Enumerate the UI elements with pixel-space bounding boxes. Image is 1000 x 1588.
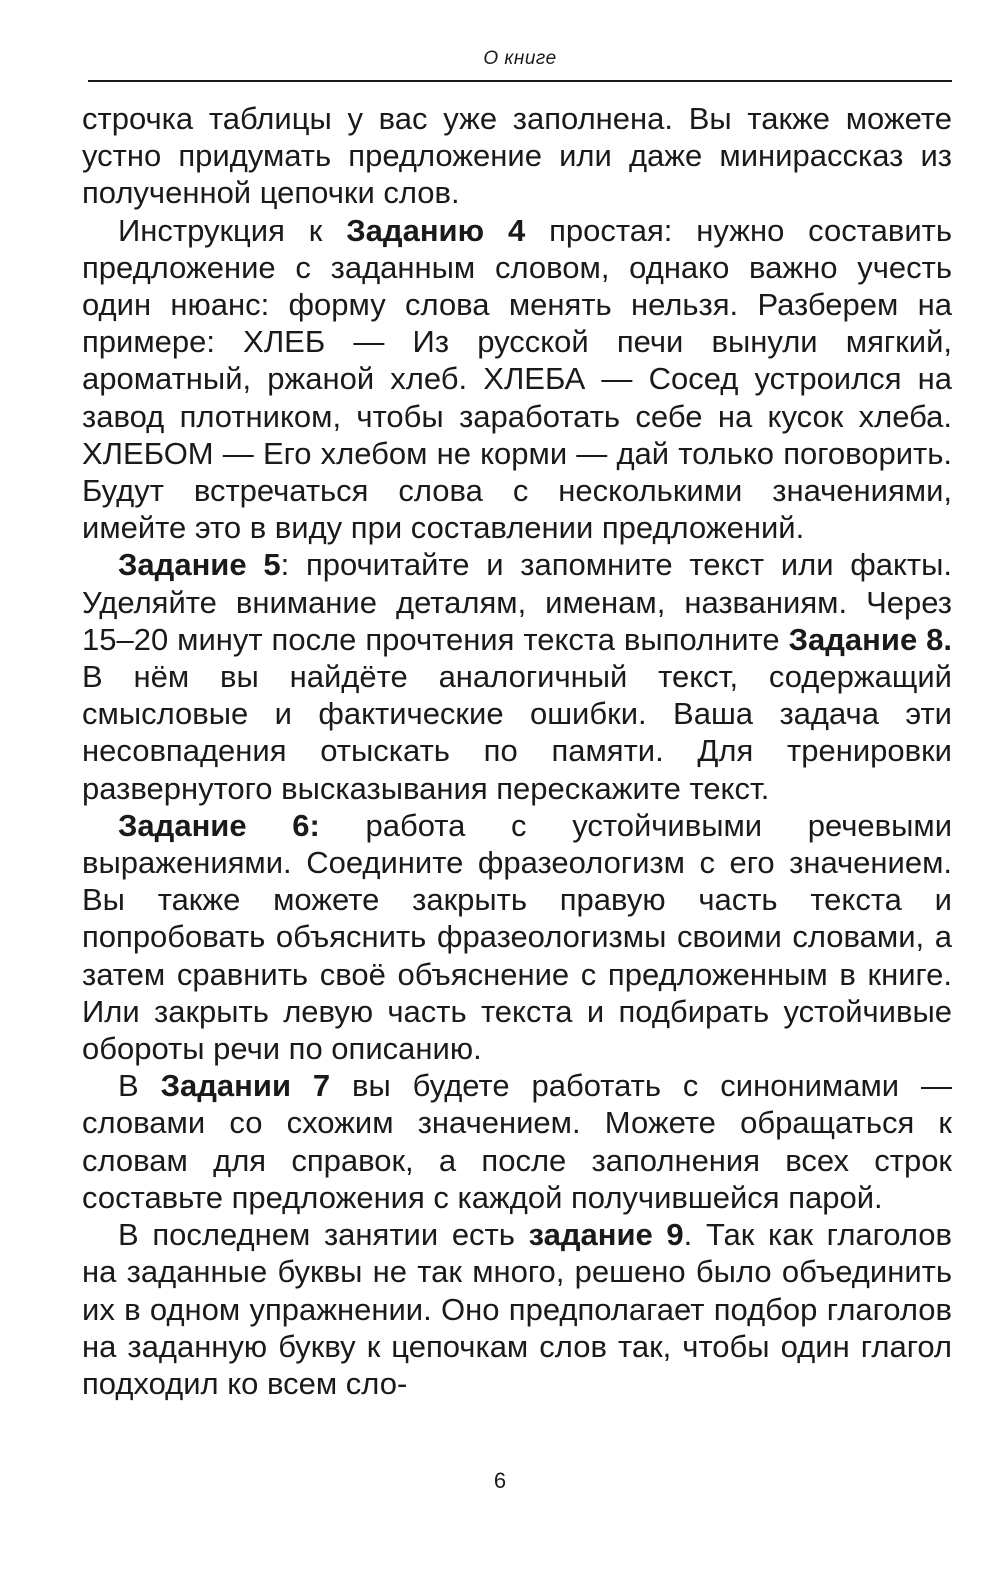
text-segment: простая: нужно составить предложение с заданным словом, однако важно учесть один нюанс: форму слова менять нельзя. Разберем на примере: ХЛЕБ — Из русской печи вынули мягкий, ароматный, ржаной хлеб. ХЛЕБА — Сосед устроился на завод плотником, чтобы заработать себе на кусок хлеба. ХЛЕБОМ — Его хлебом не корми — дай только поговорить. Будут встречаться слова с несколькими значениями, имейте это в виду при составлении предложений. — [82, 212, 952, 546]
text-segment: Инструкция к — [118, 212, 347, 248]
text-segment: вы будете работать с синонимами — словами со схожим значением. Можете обращаться к словам для справок, а после заполнения всех строк составьте предложения с каждой получившейся парой. — [82, 1068, 952, 1215]
task-8-label: Задание 8. — [788, 621, 952, 657]
text-segment: работа с устойчивыми речевыми выражениями. Соедините фразеологизм с его значением. Вы также можете закрыть правую часть текста и попробовать объяснить фразеологизмы своими словами, а затем сравнить своё объяснение с предложенным в книге. Или закрыть левую часть текста и подбирать устойчивые обороты речи по описанию. — [82, 807, 953, 1067]
header-rule — [88, 80, 952, 82]
task-9-label: задание 9 — [528, 1217, 684, 1253]
paragraph-task-4 — [82, 212, 952, 547]
running-header: О книге — [483, 48, 557, 69]
text-segment: строчка таблицы у вас уже заполнена. Вы также можете устно придумать предложение или даже минирассказ из полученной цепочки слов. — [82, 101, 952, 211]
paragraph-continuation — [82, 100, 952, 212]
page-number: 6 — [493, 1468, 507, 1493]
text-segment: В последнем занятии есть — [118, 1217, 529, 1253]
body-text — [82, 100, 952, 1402]
text-segment: В нём вы найдёте аналогичный текст, содержащий смысловые и фактические ошибки. Ваша задача эти несовпадения отыскать по памяти. Для тренировки развернутого высказывания перескажите текст. — [82, 659, 952, 806]
paragraph-task-6 — [82, 807, 952, 1067]
paragraph-task-9 — [82, 1216, 952, 1402]
task-5-label: Задание 5 — [118, 547, 281, 583]
text-segment: . Так как глаголов на заданные буквы не так много, решено было объединить их в одном упражнении. Оно предполагает подбор глаголов на заданную букву к цепочкам слов так, чтобы один глагол подходил ко всем сло- — [82, 1217, 952, 1401]
task-4-label: Заданию 4 — [346, 212, 526, 248]
text-segment: : прочитайте и запомните текст или факты. Уделяйте внимание деталям, именам, названиям. Через 15–20 минут после прочтения текста выполните — [82, 547, 952, 657]
text-segment: В — [118, 1068, 161, 1104]
paragraph-task-7 — [82, 1067, 952, 1216]
paragraph-task-5 — [82, 546, 952, 806]
task-6-label: Задание 6: — [118, 807, 320, 843]
task-7-label: Задании 7 — [160, 1068, 331, 1104]
